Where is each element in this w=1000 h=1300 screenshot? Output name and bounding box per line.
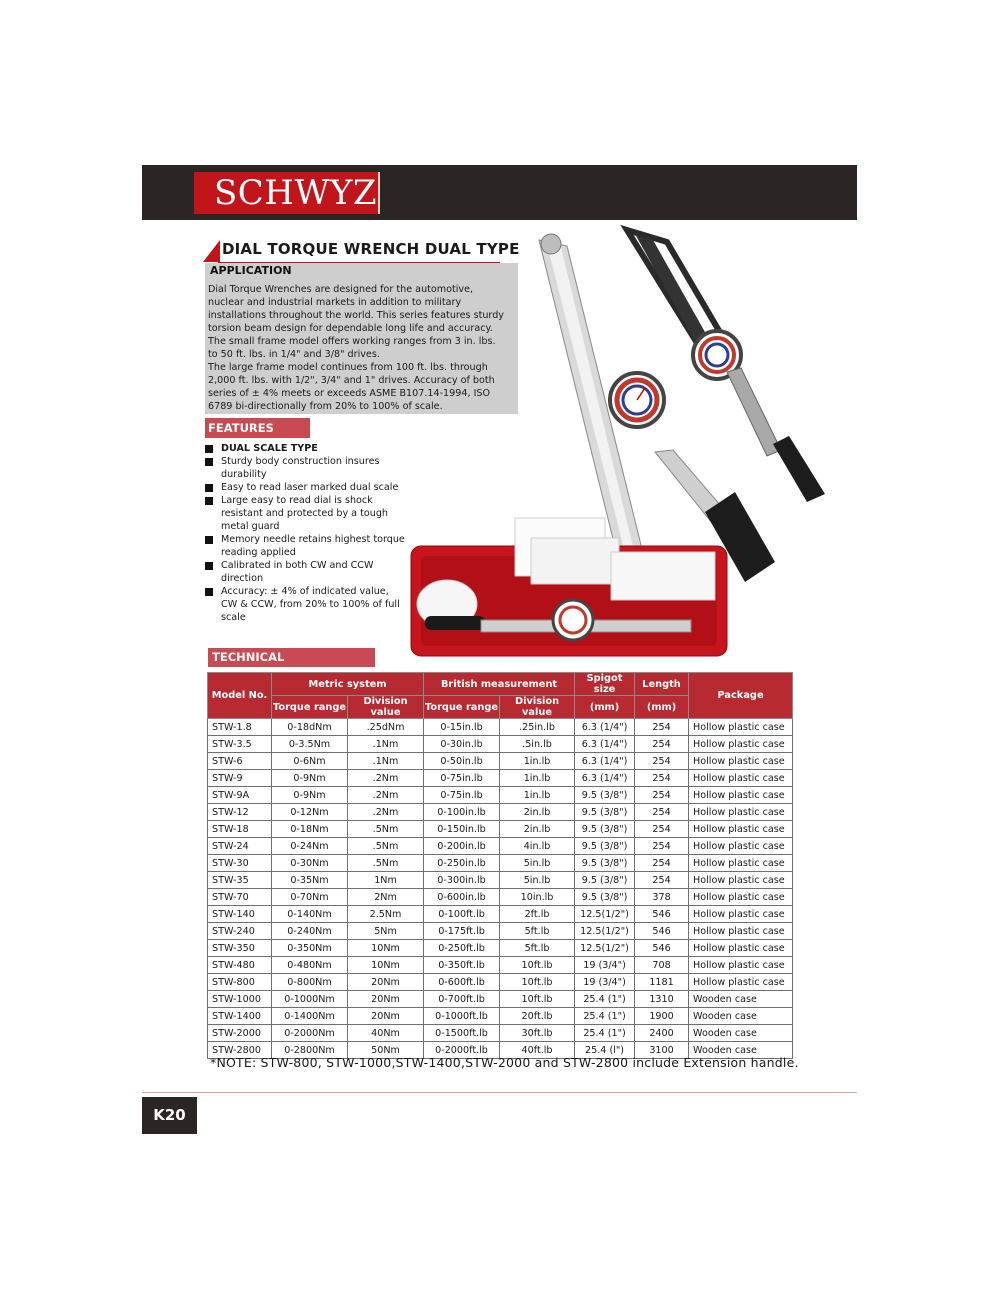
metric-division-cell: .1Nm [348, 753, 424, 770]
british-division-cell: 20ft.lb [500, 1008, 575, 1025]
model-cell: STW-9 [208, 770, 272, 787]
length-cell: 254 [635, 855, 689, 872]
metric-division-cell: 10Nm [348, 957, 424, 974]
spigot-cell: 19 (3/4") [575, 957, 635, 974]
large-wrench-image [627, 230, 825, 502]
feature-text: Easy to read laser marked dual scale [221, 482, 399, 493]
feature-text: Large easy to read dial is shock resistant and protected by a tough metal guard [221, 495, 388, 532]
british-torque-cell: 0-700ft.lb [424, 991, 500, 1008]
length-cell: 254 [635, 872, 689, 889]
square-bullet-icon [205, 536, 213, 544]
package-cell: Hollow plastic case [689, 872, 793, 889]
tech-spec-heading: TECHNICAL [208, 648, 375, 667]
table-row [208, 838, 793, 855]
model-cell: STW-1.8 [208, 719, 272, 736]
model-cell: STW-1000 [208, 991, 272, 1008]
length-cell: 2400 [635, 1025, 689, 1042]
british-torque-cell: 0-600in.lb [424, 889, 500, 906]
british-division-cell: 5ft.lb [500, 923, 575, 940]
package-cell: Hollow plastic case [689, 957, 793, 974]
metric-torque-cell: 0-2800Nm [272, 1042, 348, 1059]
spigot-cell: 9.5 (3/8") [575, 821, 635, 838]
british-torque-cell: 0-150in.lb [424, 821, 500, 838]
metric-division-cell: .25dNm [348, 719, 424, 736]
col-header-british: British measurement [424, 673, 575, 696]
model-cell: STW-1400 [208, 1008, 272, 1025]
table-row [208, 991, 793, 1008]
metric-division-cell: .2Nm [348, 787, 424, 804]
model-cell: STW-35 [208, 872, 272, 889]
model-cell: STW-12 [208, 804, 272, 821]
feature-item [205, 533, 405, 559]
col-header-torque-range-british: Torque range [424, 696, 500, 719]
col-header-length: Length [635, 673, 689, 696]
british-division-cell: 10in.lb [500, 889, 575, 906]
spigot-cell: 9.5 (3/8") [575, 804, 635, 821]
package-cell: Hollow plastic case [689, 770, 793, 787]
feature-item [205, 442, 405, 455]
features-list [205, 442, 405, 624]
metric-torque-cell: 0-70Nm [272, 889, 348, 906]
feature-text: Sturdy body construction insures durability [221, 456, 380, 480]
package-cell: Wooden case [689, 1042, 793, 1059]
metric-torque-cell: 0-800Nm [272, 974, 348, 991]
package-cell: Hollow plastic case [689, 906, 793, 923]
metric-torque-cell: 0-350Nm [272, 940, 348, 957]
british-torque-cell: 0-600ft.lb [424, 974, 500, 991]
col-header-torque-range-metric: Torque range [272, 696, 348, 719]
model-cell: STW-6 [208, 753, 272, 770]
metric-torque-cell: 0-9Nm [272, 770, 348, 787]
metric-division-cell: 10Nm [348, 940, 424, 957]
metric-division-cell: .5Nm [348, 838, 424, 855]
metric-division-cell: 2Nm [348, 889, 424, 906]
british-division-cell: .5in.lb [500, 736, 575, 753]
metric-division-cell: 2.5Nm [348, 906, 424, 923]
table-row [208, 787, 793, 804]
metric-division-cell: .5Nm [348, 855, 424, 872]
metric-division-cell: .2Nm [348, 770, 424, 787]
model-cell: STW-2800 [208, 1042, 272, 1059]
spigot-cell: 9.5 (3/8") [575, 889, 635, 906]
spigot-cell: 9.5 (3/8") [575, 855, 635, 872]
metric-torque-cell: 0-18dNm [272, 719, 348, 736]
model-cell: STW-18 [208, 821, 272, 838]
table-row [208, 906, 793, 923]
spigot-cell: 19 (3/4") [575, 974, 635, 991]
length-cell: 1181 [635, 974, 689, 991]
british-torque-cell: 0-350ft.lb [424, 957, 500, 974]
spigot-cell: 12.5(1/2") [575, 923, 635, 940]
footer-divider [142, 1092, 857, 1093]
title-accent-mark [203, 240, 220, 262]
british-division-cell: 10ft.lb [500, 991, 575, 1008]
model-cell: STW-2000 [208, 1025, 272, 1042]
british-torque-cell: 0-75in.lb [424, 770, 500, 787]
table-row [208, 923, 793, 940]
length-cell: 546 [635, 923, 689, 940]
col-header-package: Package [689, 673, 793, 719]
british-division-cell: 1in.lb [500, 787, 575, 804]
metric-division-cell: 5Nm [348, 923, 424, 940]
british-division-cell: 1in.lb [500, 753, 575, 770]
feature-item [205, 455, 405, 481]
spigot-cell: 12.5(1/2") [575, 906, 635, 923]
table-row [208, 1008, 793, 1025]
model-cell: STW-9A [208, 787, 272, 804]
metric-division-cell: 20Nm [348, 974, 424, 991]
col-header-metric: Metric system [272, 673, 424, 696]
length-cell: 254 [635, 787, 689, 804]
metric-division-cell: 20Nm [348, 1008, 424, 1025]
model-cell: STW-240 [208, 923, 272, 940]
british-torque-cell: 0-75in.lb [424, 787, 500, 804]
table-row [208, 872, 793, 889]
british-torque-cell: 0-100in.lb [424, 804, 500, 821]
british-torque-cell: 0-2000ft.lb [424, 1042, 500, 1059]
length-cell: 546 [635, 940, 689, 957]
length-cell: 254 [635, 804, 689, 821]
square-bullet-icon [205, 562, 213, 570]
feature-text: Calibrated in both CW and CCW direction [221, 560, 374, 584]
british-division-cell: .25in.lb [500, 719, 575, 736]
british-division-cell: 5ft.lb [500, 940, 575, 957]
length-cell: 378 [635, 889, 689, 906]
col-header-spigot-unit: (mm) [575, 696, 635, 719]
length-cell: 708 [635, 957, 689, 974]
feature-item [205, 559, 405, 585]
table-row [208, 821, 793, 838]
page-title: DIAL TORQUE WRENCH DUAL TYPE [222, 240, 520, 258]
table-row [208, 753, 793, 770]
metric-division-cell: .5Nm [348, 821, 424, 838]
spigot-cell: 25.4 (1") [575, 1025, 635, 1042]
british-division-cell: 10ft.lb [500, 957, 575, 974]
package-cell: Hollow plastic case [689, 974, 793, 991]
british-torque-cell: 0-50in.lb [424, 753, 500, 770]
table-row [208, 719, 793, 736]
package-cell: Hollow plastic case [689, 855, 793, 872]
page-number: K20 [142, 1097, 197, 1134]
british-torque-cell: 0-250in.lb [424, 855, 500, 872]
brand-divider [378, 172, 380, 214]
table-row [208, 889, 793, 906]
british-torque-cell: 0-1000ft.lb [424, 1008, 500, 1025]
length-cell: 1310 [635, 991, 689, 1008]
british-torque-cell: 0-1500ft.lb [424, 1025, 500, 1042]
british-division-cell: 2in.lb [500, 804, 575, 821]
british-division-cell: 1in.lb [500, 770, 575, 787]
package-cell: Hollow plastic case [689, 923, 793, 940]
metric-torque-cell: 0-140Nm [272, 906, 348, 923]
metric-torque-cell: 0-18Nm [272, 821, 348, 838]
british-division-cell: 40ft.lb [500, 1042, 575, 1059]
metric-torque-cell: 0-3.5Nm [272, 736, 348, 753]
metric-torque-cell: 0-1000Nm [272, 991, 348, 1008]
spigot-cell: 25.4 (1") [575, 1008, 635, 1025]
square-bullet-icon [205, 445, 213, 453]
spigot-cell: 9.5 (3/8") [575, 838, 635, 855]
length-cell: 254 [635, 821, 689, 838]
metric-torque-cell: 0-240Nm [272, 923, 348, 940]
square-bullet-icon [205, 588, 213, 596]
metric-division-cell: .2Nm [348, 804, 424, 821]
length-cell: 254 [635, 770, 689, 787]
metric-torque-cell: 0-24Nm [272, 838, 348, 855]
table-row [208, 1025, 793, 1042]
length-cell: 3100 [635, 1042, 689, 1059]
application-text: Dial Torque Wrenches are designed for the automotive, nuclear and industrial markets in addition to military installations throughout the world. This series features sturdy torsion beam design for dependable long life and accuracy. The small frame model offers working ranges from 3 in. lbs. to 50 ft. lbs. in 1/4" and 3/8" drives. The large frame model continues from 100 ft. lbs. through 2,000 ft. lbs. with 1/2", 3/4" and 1" drives. Accuracy of both series of ± 4% meets or exceeds ASME B107.14-1994, ISO 6789 bi-directionally from 20% to 100% of scale. [208, 284, 504, 412]
table-row [208, 940, 793, 957]
table-row [208, 957, 793, 974]
table-row [208, 974, 793, 991]
package-cell: Hollow plastic case [689, 804, 793, 821]
metric-torque-cell: 0-6Nm [272, 753, 348, 770]
table-row [208, 770, 793, 787]
red-case-image [411, 518, 727, 656]
spigot-cell: 6.3 (1/4") [575, 753, 635, 770]
feature-item [205, 585, 405, 624]
british-torque-cell: 0-200in.lb [424, 838, 500, 855]
model-cell: STW-480 [208, 957, 272, 974]
metric-torque-cell: 0-9Nm [272, 787, 348, 804]
length-cell: 1900 [635, 1008, 689, 1025]
package-cell: Hollow plastic case [689, 940, 793, 957]
model-cell: STW-3.5 [208, 736, 272, 753]
british-division-cell: 5in.lb [500, 872, 575, 889]
british-division-cell: 2in.lb [500, 821, 575, 838]
metric-torque-cell: 0-30Nm [272, 855, 348, 872]
british-division-cell: 5in.lb [500, 855, 575, 872]
british-torque-cell: 0-30in.lb [424, 736, 500, 753]
metric-torque-cell: 0-35Nm [272, 872, 348, 889]
square-bullet-icon [205, 484, 213, 492]
package-cell: Wooden case [689, 991, 793, 1008]
square-bullet-icon [205, 458, 213, 466]
length-cell: 254 [635, 838, 689, 855]
feature-text: Memory needle retains highest torque reading applied [221, 534, 405, 558]
table-row [208, 855, 793, 872]
product-photo [405, 222, 857, 667]
spec-table [207, 672, 793, 1059]
model-cell: STW-70 [208, 889, 272, 906]
square-bullet-icon [205, 497, 213, 505]
package-cell: Hollow plastic case [689, 889, 793, 906]
model-cell: STW-24 [208, 838, 272, 855]
metric-division-cell: 1Nm [348, 872, 424, 889]
model-cell: STW-800 [208, 974, 272, 991]
metric-torque-cell: 0-480Nm [272, 957, 348, 974]
model-cell: STW-140 [208, 906, 272, 923]
metric-division-cell: 20Nm [348, 991, 424, 1008]
col-header-spigot: Spigot size [575, 673, 635, 696]
table-row [208, 736, 793, 753]
package-cell: Hollow plastic case [689, 719, 793, 736]
length-cell: 254 [635, 719, 689, 736]
model-cell: STW-350 [208, 940, 272, 957]
spigot-cell: 9.5 (3/8") [575, 872, 635, 889]
feature-item [205, 494, 405, 533]
extension-note: *NOTE: STW-800, STW-1000,STW-1400,STW-2000 and STW-2800 include Extension handle. [210, 1055, 799, 1070]
spigot-cell: 9.5 (3/8") [575, 787, 635, 804]
metric-division-cell: 40Nm [348, 1025, 424, 1042]
table-row [208, 804, 793, 821]
model-cell: STW-30 [208, 855, 272, 872]
spigot-cell: 12.5(1/2") [575, 940, 635, 957]
spigot-cell: 6.3 (1/4") [575, 736, 635, 753]
header-bar [142, 165, 857, 220]
package-cell: Hollow plastic case [689, 787, 793, 804]
metric-torque-cell: 0-2000Nm [272, 1025, 348, 1042]
british-division-cell: 30ft.lb [500, 1025, 575, 1042]
length-cell: 546 [635, 906, 689, 923]
col-header-division-metric: Division value [348, 696, 424, 719]
british-torque-cell: 0-250ft.lb [424, 940, 500, 957]
brand-logo: SCHWYZ [194, 172, 379, 214]
metric-torque-cell: 0-1400Nm [272, 1008, 348, 1025]
package-cell: Hollow plastic case [689, 736, 793, 753]
spigot-cell: 6.3 (1/4") [575, 770, 635, 787]
spigot-cell: 25.4 (1") [575, 991, 635, 1008]
spec-table-body [208, 719, 793, 1059]
col-header-division-british: Division value [500, 696, 575, 719]
british-torque-cell: 0-100ft.lb [424, 906, 500, 923]
british-torque-cell: 0-175ft.lb [424, 923, 500, 940]
feature-text: Accuracy: ± 4% of indicated value, CW & CCW, from 20% to 100% of full scale [221, 586, 400, 623]
feature-text: DUAL SCALE TYPE [221, 443, 318, 454]
package-cell: Wooden case [689, 1025, 793, 1042]
package-cell: Hollow plastic case [689, 821, 793, 838]
col-header-model: Model No. [208, 673, 272, 719]
british-torque-cell: 0-15in.lb [424, 719, 500, 736]
length-cell: 254 [635, 753, 689, 770]
metric-torque-cell: 0-12Nm [272, 804, 348, 821]
features-heading: FEATURES [205, 418, 310, 438]
application-heading: APPLICATION [210, 264, 292, 277]
metric-division-cell: 50Nm [348, 1042, 424, 1059]
package-cell: Hollow plastic case [689, 753, 793, 770]
col-header-length-unit: (mm) [635, 696, 689, 719]
british-division-cell: 2ft.lb [500, 906, 575, 923]
package-cell: Hollow plastic case [689, 838, 793, 855]
package-cell: Wooden case [689, 1008, 793, 1025]
british-division-cell: 4in.lb [500, 838, 575, 855]
feature-item [205, 481, 405, 494]
british-torque-cell: 0-300in.lb [424, 872, 500, 889]
british-division-cell: 10ft.lb [500, 974, 575, 991]
length-cell: 254 [635, 736, 689, 753]
spigot-cell: 6.3 (1/4") [575, 719, 635, 736]
metric-division-cell: .1Nm [348, 736, 424, 753]
spigot-cell: 25.4 (l") [575, 1042, 635, 1059]
